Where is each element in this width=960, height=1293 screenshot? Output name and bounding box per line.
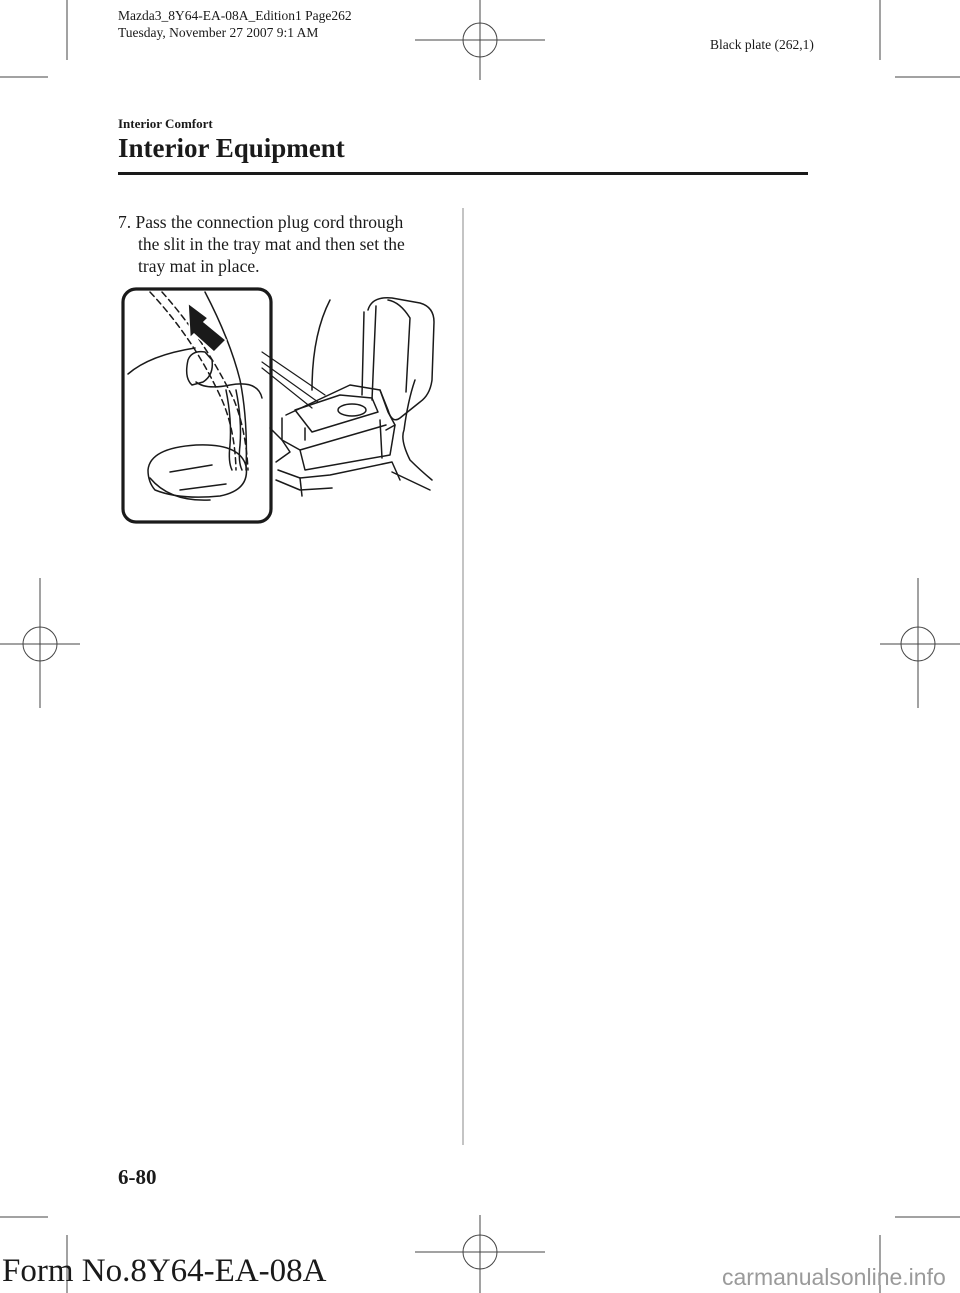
form-number: Form No.8Y64-EA-08A	[2, 1253, 327, 1289]
plate-label: Black plate (262,1)	[710, 37, 814, 52]
print-date-line: Tuesday, November 27 2007 9:1 AM	[118, 25, 319, 40]
section-label: Interior Comfort	[118, 116, 213, 131]
page-number: 6-80	[118, 1165, 157, 1189]
step-line-2: the slit in the tray mat and then set the	[138, 234, 405, 254]
arrow-icon	[188, 303, 226, 352]
step-line-1: 7. Pass the connection plug cord through	[118, 212, 404, 232]
step-line-3: tray mat in place.	[138, 256, 260, 276]
print-job-line: Mazda3_8Y64-EA-08A_Edition1 Page262	[118, 8, 352, 23]
watermark: carmanualsonline.info	[722, 1264, 946, 1290]
page-title: Interior Equipment	[118, 133, 345, 163]
